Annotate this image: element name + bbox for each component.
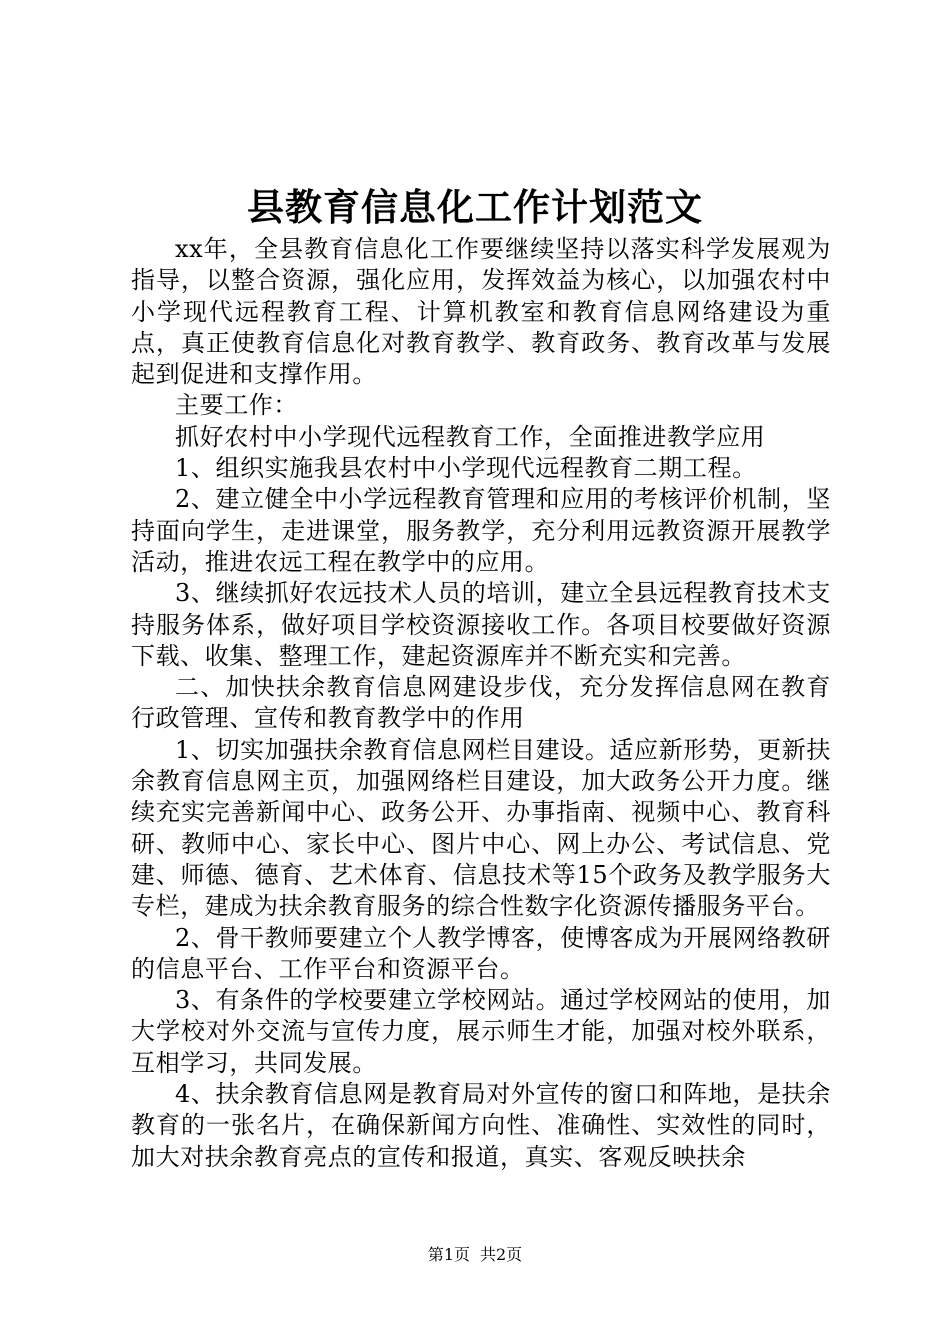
paragraph-item-1-3: 3、继续抓好农远技术人员的培训，建立全县远程教育技术支持服务体系，做好项目学校资源接收工作。各项目校要做好资源下载、收集、整理工作，建起资源库并不断充实和完善。 bbox=[131, 579, 831, 670]
paragraph-item-2-1: 1、切实加强扶余教育信息网栏目建设。适应新形势，更新扶余教育信息网主页，加强网络栏目建设，加大政务公开力度。继续充实完善新闻中心、政务公开、办事指南、视频中心、教育科研、教师中心、家长中心、图片中心、网上办公、考试信息、党建、师德、德育、艺术体育、信息技术等15个政务及教学服务大专栏，建成为扶余教育服务的综合性数字化资源传播服务平台。 bbox=[131, 735, 831, 921]
document-title: 县教育信息化工作计划范文 bbox=[247, 186, 703, 229]
paragraph-main-tasks-heading: 主要工作： bbox=[175, 391, 298, 420]
page-number-total: 共2页 bbox=[480, 1245, 523, 1264]
paragraph-section-two-heading: 二、加快扶余教育信息网建设步伐，充分发挥信息网在教育行政管理、宣传和教育教学中的作用 bbox=[131, 673, 831, 733]
paragraph-item-1-1: 1、组织实施我县农村中小学现代远程教育二期工程。 bbox=[175, 454, 757, 483]
paragraph-item-2-4: 4、扶余教育信息网是教育局对外宣传的窗口和阵地，是扶余教育的一张名片，在确保新闻方向性、准确性、实效性的同时，加大对扶余教育亮点的宣传和报道，真实、客观反映扶余 bbox=[131, 1080, 831, 1171]
document-body bbox=[131, 234, 831, 1173]
page-number-current: 第1页 bbox=[427, 1245, 470, 1264]
page-footer bbox=[0, 1244, 950, 1266]
paragraph-section-one-heading: 抓好农村中小学现代远程教育工作，全面推进教学应用 bbox=[175, 422, 766, 451]
paragraph-item-2-3: 3、有条件的学校要建立学校网站。通过学校网站的使用，加大学校对外交流与宣传力度，展示师生才能，加强对校外联系，互相学习，共同发展。 bbox=[131, 986, 831, 1077]
paragraph-intro: xx年，全县教育信息化工作要继续坚持以落实科学发展观为指导，以整合资源，强化应用，发挥效益为核心，以加强农村中小学现代远程教育工程、计算机教室和教育信息网络建设为重点，真正使教育信息化对教育教学、教育政务、教育改革与发展起到促进和支撑作用。 bbox=[131, 235, 831, 389]
paragraph-item-2-2: 2、骨干教师要建立个人教学博客，使博客成为开展网络教研的信息平台、工作平台和资源平台。 bbox=[131, 923, 831, 983]
paragraph-item-1-2: 2、建立健全中小学远程教育管理和应用的考核评价机制，坚持面向学生，走进课堂，服务教学，充分利用远教资源开展教学活动，推进农远工程在教学中的应用。 bbox=[131, 485, 831, 576]
